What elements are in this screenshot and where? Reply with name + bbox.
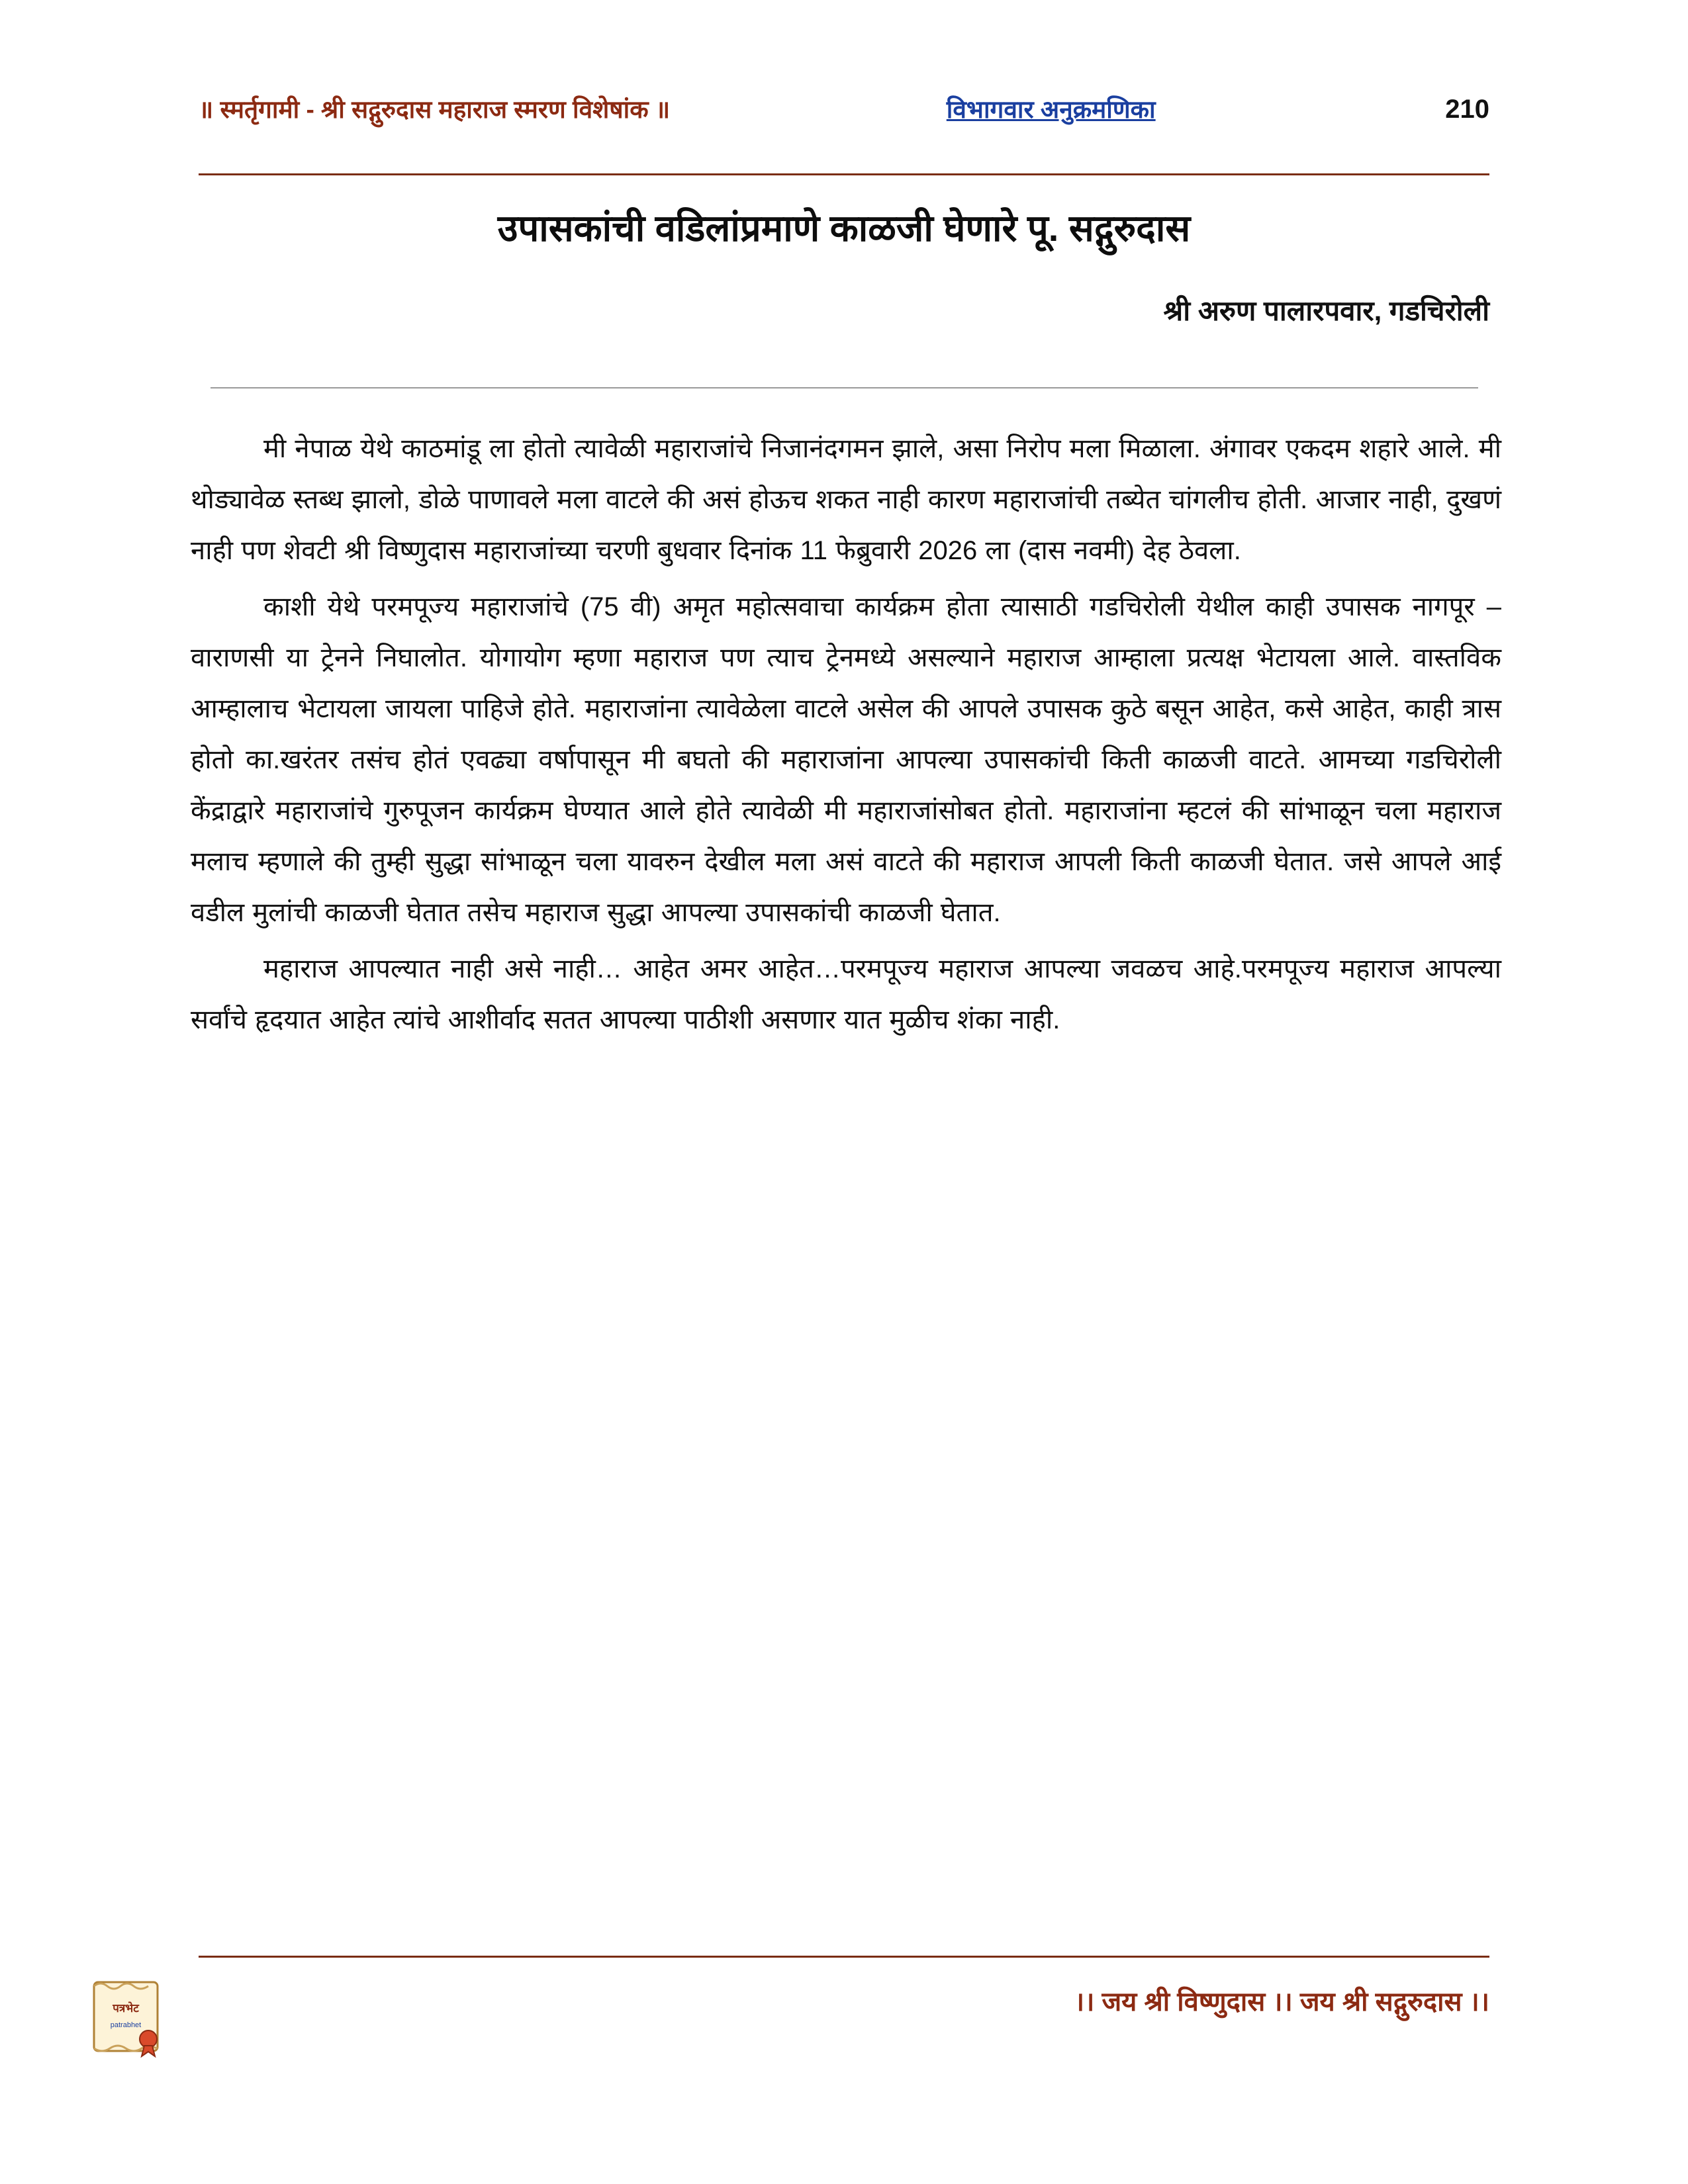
paragraph-2: काशी येथे परमपूज्य महाराजांचे (75 वी) अमृत महोत्सवाचा कार्यक्रम होता त्यासाठी गडचिरोली येथील काही उपासक नागपूर –वाराणसी या ट्रेनने निघालोत. योगायोग म्हणा महाराज पण त्याच ट्रेनमध्ये असल्याने महाराज आम्हाला प्रत्यक्ष भेटायला आले. वास्तविक आम्हालाच भेटायला जायला पाहिजे होते. महाराजांना त्यावेळेला वाटले असेल की आपले उपासक कुठे बसून आहेत, कसे आहेत, काही त्रास होतो का.खरंतर तसंच होतं एवढ्या वर्षापासून मी बघतो की महाराजांना आपल्या उपासकांची किती काळजी वाटते. आमच्या गडचिरोली केंद्राद्वारे महाराजांचे गुरुपूजन कार्यक्रम घेण्यात आले होते त्यावेळी मी महाराजांसोबत होतो. महाराजांना म्हटलं की सांभाळून चला महाराज मलाच म्हणाले की तुम्ही सुद्धा सांभाळून चला यावरुन देखील मला असं वाटते की महाराज आपली किती काळजी घेतात. जसे आपले आई वडील मुलांची काळजी घेतात तसेच महाराज सुद्धा आपल्या उपासकांची काळजी घेतात. xyxy=(191,592,1501,927)
svg-text:patrabhet: patrabhet xyxy=(110,2021,142,2029)
page-header xyxy=(199,91,1489,125)
article-body xyxy=(191,424,1501,1051)
header-divider xyxy=(199,173,1489,175)
title-divider xyxy=(211,387,1478,388)
paragraph-1: मी नेपाळ येथे काठमांडू ला होतो त्यावेळी महाराजांचे निजानंदगमन झाले, असा निरोप मला मिळाला. अंगावर एकदम शहारे आले. मी थोड्यावेळ स्तब्ध झालो, डोळे पाणावले मला वाटले की असं होऊच शकत नाही कारण महाराजांची तब्येत चांगलीच होती. आजार नाही, दुखणं नाही पण शेवटी श्री विष्णुदास महाराजांच्या चरणी बुधवार दिनांक 11 फेब्रुवारी 2026 ला (दास नवमी) देह ठेवला. xyxy=(191,434,1501,565)
footer-divider xyxy=(199,1956,1489,1958)
index-link[interactable]: विभागवार अनुक्रमणिका xyxy=(946,96,1156,123)
patrabhet-logo-icon xyxy=(85,1976,169,2060)
footer-invocation: ।। जय श्री विष्णुदास ।। जय श्री सद्गुरुदास ।। xyxy=(1074,1987,1489,2017)
header-title-left: ॥ स्मर्तृगामी - श्री सद्गुरुदास महाराज स्मरण विशेषांक ॥ xyxy=(199,96,671,123)
page-title: उपासकांची वडिलांप्रमाणे काळजी घेणारे पू. सद्गुरुदास xyxy=(497,207,1191,249)
author-byline: श्री अरुण पालारपवार, गडचिरोली xyxy=(1163,295,1489,326)
paragraph-3: महाराज आपल्यात नाही असे नाही… आहेत अमर आहेत…परमपूज्य महाराज आपल्या जवळच आहे.परमपूज्य महाराज आपल्या सर्वांचे हृदयात आहेत त्यांचे आशीर्वाद सतत आपल्या पाठीशी असणार यात मुळीच शंका नाही. xyxy=(191,954,1501,1034)
svg-text:पत्रभेट: पत्रभेट xyxy=(113,2002,139,2015)
page-number: 210 xyxy=(1445,95,1489,124)
